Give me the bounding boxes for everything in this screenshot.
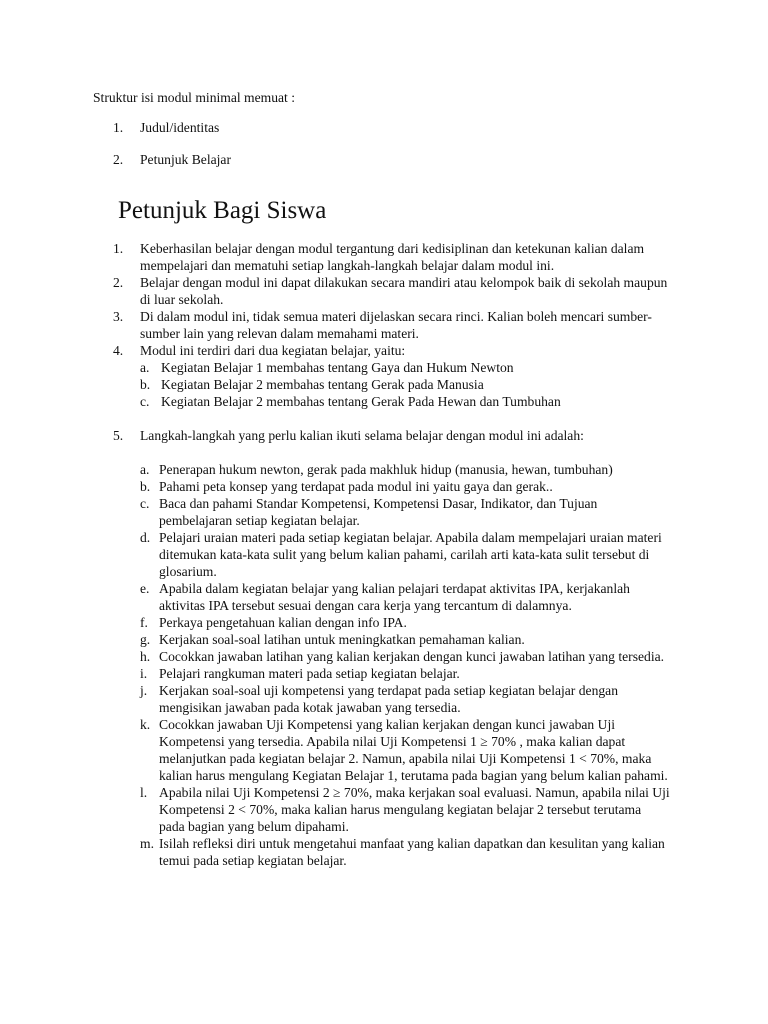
- list-text: Judul/identitas: [140, 120, 220, 135]
- sublist-item: [140, 665, 670, 682]
- sublist-text: Kegiatan Belajar 2 membahas tentang Gerak Pada Hewan dan Tumbuhan: [161, 394, 561, 409]
- sublist-letter: f.: [140, 615, 148, 630]
- sublist-item: [140, 478, 670, 495]
- sublist-item: [140, 376, 670, 393]
- sublist-letter: a.: [140, 462, 150, 477]
- sublist-text: Pelajari uraian materi pada setiap kegiatan belajar. Apabila dalam mempelajari uraian materi ditemukan kata-kata sulit yang belum kalian pahami, carilah arti kata-kata sulit tersebut di glosarium.: [159, 530, 662, 579]
- sublist-item: [140, 359, 670, 376]
- sublist-item: [140, 495, 670, 529]
- sublist-item: [140, 393, 670, 410]
- list-text: Keberhasilan belajar dengan modul tergantung dari kedisiplinan dan ketekunan kalian dalam mempelajari dan mematuhi setiap langkah-langkah belajar dalam modul ini.: [140, 241, 645, 273]
- list-number: 2.: [113, 275, 124, 290]
- sublist-item: [140, 835, 670, 869]
- sublist-text: Penerapan hukum newton, gerak pada makhluk hidup (manusia, hewan, tumbuhan): [159, 462, 613, 477]
- sublist-letter: g.: [140, 632, 151, 647]
- sublist-letter: k.: [140, 717, 151, 732]
- intro-text: Struktur isi modul minimal memuat :: [93, 90, 296, 105]
- sublist-letter: m.: [140, 836, 154, 851]
- sublist-text: Apabila dalam kegiatan belajar yang kalian pelajari terdapat aktivitas IPA, kerjakanlah aktivitas IPA tersebut sesuai dengan cara kerja yang tercantum di dalamnya.: [159, 581, 630, 613]
- sublist-item: [140, 529, 670, 580]
- sublist-text: Pahami peta konsep yang terdapat pada modul ini yaitu gaya dan gerak..: [159, 479, 553, 494]
- sublist-letter: c.: [140, 496, 150, 511]
- section-heading: Petunjuk Bagi Siswa: [118, 197, 327, 224]
- sublist-text: Kerjakan soal-soal latihan untuk meningkatkan pemahaman kalian.: [159, 632, 525, 647]
- sublist-letter: a.: [140, 360, 150, 375]
- sublist-item: [140, 716, 670, 784]
- sublist-item: [140, 461, 670, 478]
- list-text: Langkah-langkah yang perlu kalian ikuti selama belajar dengan modul ini adalah:: [140, 428, 584, 443]
- sublist-text: Pelajari rangkuman materi pada setiap kegiatan belajar.: [159, 666, 460, 681]
- document-page: [93, 89, 693, 869]
- list-number: 4.: [113, 343, 124, 358]
- list-item: [93, 342, 693, 410]
- sublist: [140, 461, 670, 869]
- list-number: 1.: [113, 120, 124, 135]
- sublist-item: [140, 580, 670, 614]
- list-item: [93, 427, 693, 869]
- list-number: 1.: [113, 241, 124, 256]
- list-item: [93, 240, 693, 274]
- sublist-letter: b.: [140, 479, 151, 494]
- list-item: [93, 119, 693, 136]
- sublist-text: Kegiatan Belajar 2 membahas tentang Gerak pada Manusia: [161, 377, 484, 392]
- sublist-text: Perkaya pengetahuan kalian dengan info IPA.: [159, 615, 407, 630]
- sublist-text: Apabila nilai Uji Kompetensi 2 ≥ 70%, maka kerjakan soal evaluasi. Namun, apabila nilai Uji Kompetensi 2 < 70%, maka kalian harus mengulang kegiatan belajar 2 tersebut terutama pada bagian yang belum dipahami.: [159, 785, 670, 834]
- list-text: Petunjuk Belajar: [140, 152, 231, 167]
- sublist-item: [140, 631, 670, 648]
- sublist-letter: e.: [140, 581, 150, 596]
- list-text: Belajar dengan modul ini dapat dilakukan secara mandiri atau kelompok baik di sekolah maupun di luar sekolah.: [140, 275, 668, 307]
- sublist-text: Kegiatan Belajar 1 membahas tentang Gaya dan Hukum Newton: [161, 360, 514, 375]
- list-item: [93, 308, 693, 342]
- sublist-letter: b.: [140, 377, 151, 392]
- instruction-list: [93, 240, 693, 869]
- sublist-letter: h.: [140, 649, 151, 664]
- sublist-text: Cocokkan jawaban latihan yang kalian kerjakan dengan kunci jawaban latihan yang tersedia.: [159, 649, 665, 664]
- sublist-letter: j.: [140, 683, 148, 698]
- list-number: 3.: [113, 309, 124, 324]
- sublist-item: [140, 648, 670, 665]
- list-number: 2.: [113, 152, 124, 167]
- list-item: [93, 274, 693, 308]
- list-item: [93, 151, 693, 168]
- list-text: Modul ini terdiri dari dua kegiatan belajar, yaitu:: [140, 343, 406, 358]
- list-number: 5.: [113, 428, 124, 443]
- sublist-item: [140, 614, 670, 631]
- sublist-letter: l.: [140, 785, 148, 800]
- sublist-text: Baca dan pahami Standar Kompetensi, Kompetensi Dasar, Indikator, dan Tujuan pembelajaran setiap kegiatan belajar.: [159, 496, 598, 528]
- structure-list: [93, 119, 693, 168]
- sublist-item: [140, 682, 670, 716]
- sublist: [140, 359, 670, 410]
- sublist-text: Kerjakan soal-soal uji kompetensi yang terdapat pada setiap kegiatan belajar dengan mengisikan jawaban pada kotak jawaban yang tersedia.: [159, 683, 618, 715]
- sublist-letter: d.: [140, 530, 151, 545]
- sublist-item: [140, 784, 670, 835]
- sublist-letter: i.: [140, 666, 148, 681]
- sublist-text: Isilah refleksi diri untuk mengetahui manfaat yang kalian dapatkan dan kesulitan yang kalian temui pada setiap kegiatan belajar.: [159, 836, 665, 868]
- sublist-text: Cocokkan jawaban Uji Kompetensi yang kalian kerjakan dengan kunci jawaban Uji Kompetensi yang tersedia. Apabila nilai Uji Kompetensi 1 ≥ 70% , maka kalian dapat melanjutkan pada kegiatan belajar 2. Namun, apabila nilai Uji Kompetensi 1 < 70%, maka kalian harus mengulang Kegiatan Belajar 1, terutama pada bagian yang belum kalian pahami.: [159, 717, 668, 783]
- list-text: Di dalam modul ini, tidak semua materi dijelaskan secara rinci. Kalian boleh mencari sumber-sumber lain yang relevan dalam memahami materi.: [140, 309, 652, 341]
- sublist-letter: c.: [140, 394, 150, 409]
